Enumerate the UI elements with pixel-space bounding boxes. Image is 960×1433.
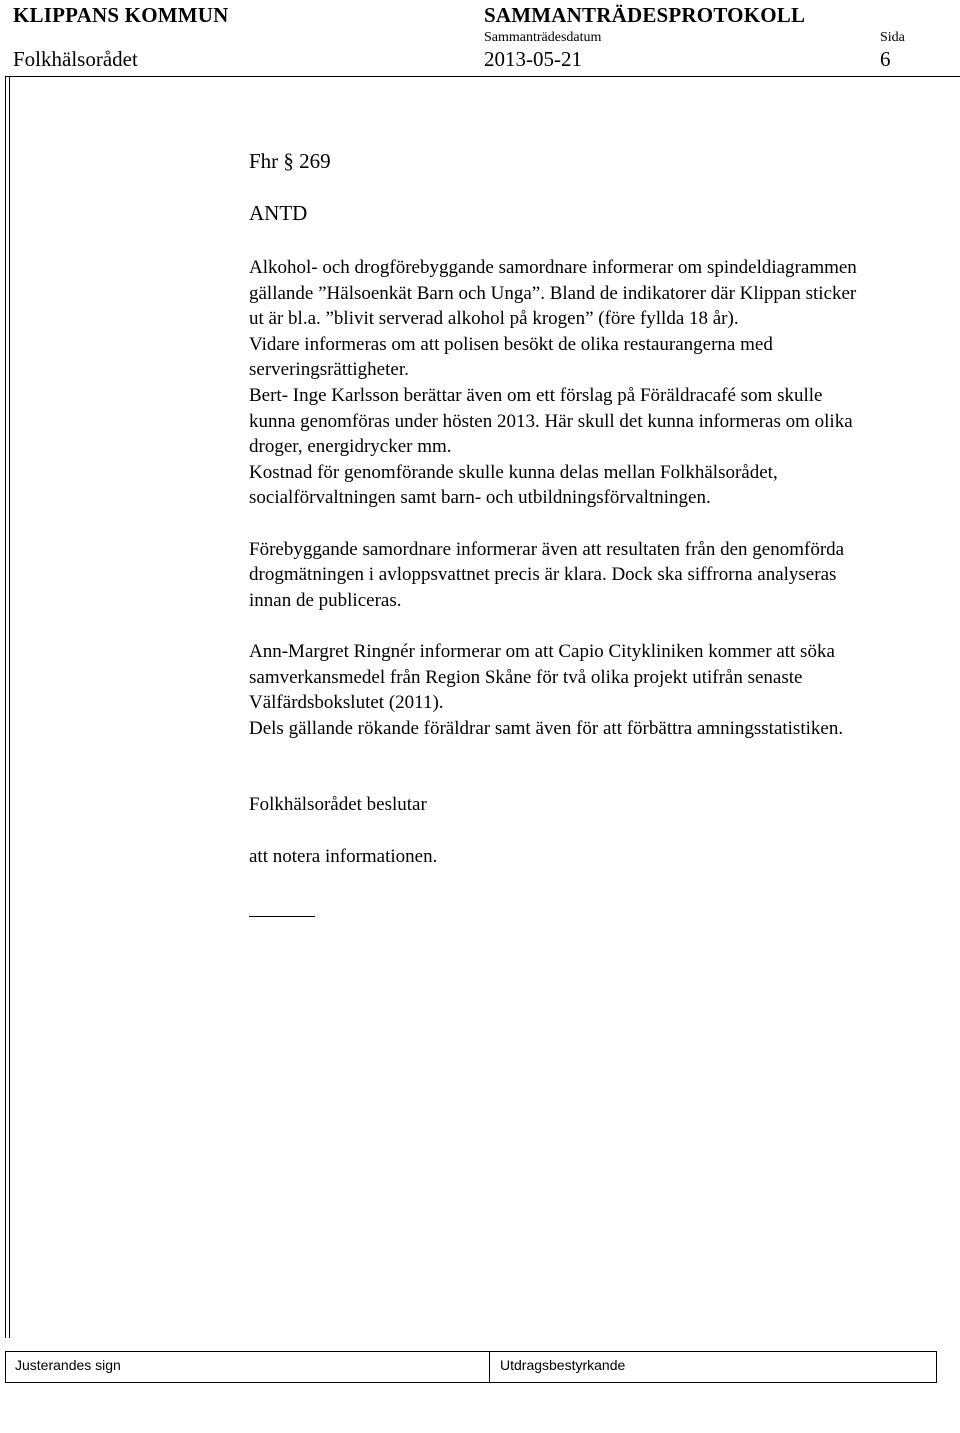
paragraph-gap xyxy=(249,818,959,844)
header-divider xyxy=(5,76,960,77)
text-line: Välfärdsbokslutet (2011). xyxy=(249,692,444,714)
text-line: Ann-Margret Ringnér informerar om att Capio Citykliniken kommer att söka xyxy=(249,640,835,662)
text-line: innan de publiceras. xyxy=(249,589,402,611)
paragraph-reference: Fhr § 269 xyxy=(249,149,331,173)
text-line: serveringsrättigheter. xyxy=(249,359,409,381)
paragraph-gap xyxy=(249,511,959,537)
text-line: droger, energidrycker mm. xyxy=(249,436,452,458)
decision-heading: Folkhälsorådet beslutar xyxy=(249,794,427,816)
page-label: Sida xyxy=(880,30,905,45)
paragraph-subject: ANTD xyxy=(249,201,308,225)
committee-name: Folkhälsorådet xyxy=(13,47,138,71)
extract-certification-label: Utdragsbestyrkande xyxy=(500,1357,626,1373)
text-line: drogmätningen i avloppsvattnet precis är klara. Dock ska siffrorna analyseras xyxy=(249,564,837,586)
decision-text: att notera informationen. xyxy=(249,845,438,867)
signature-footer xyxy=(5,1351,937,1383)
end-rule xyxy=(249,916,315,917)
text-line: Förebyggande samordnare informerar även att resultaten från den genomförda xyxy=(249,538,845,560)
text-line: Dels gällande rökande föräldrar samt även för att förbättra amningsstatistiken. xyxy=(249,717,844,739)
text-line: gällande ”Hälsoenkät Barn och Unga”. Bland de indikatorer där Klippan sticker xyxy=(249,282,857,304)
text-line: Bert- Inge Karlsson berättar även om ett förslag på Föräldracafé som skulle xyxy=(249,384,823,406)
organization-name: KLIPPANS KOMMUN xyxy=(13,3,229,27)
page-number: 6 xyxy=(880,47,891,71)
text-line: Alkohol- och drogförebyggande samordnare informerar om spindeldiagrammen xyxy=(249,257,857,278)
meeting-date: 2013-05-21 xyxy=(484,47,582,71)
left-margin-line-inner xyxy=(9,76,10,1338)
paragraph-gap xyxy=(249,741,959,767)
text-line: socialförvaltningen samt barn- och utbildningsförvaltningen. xyxy=(249,487,711,509)
meeting-date-label: Sammanträdesdatum xyxy=(484,30,602,45)
text-line: kunna genomföras under hösten 2013. Här skull det kunna informeras om olika xyxy=(249,410,853,432)
left-margin-line xyxy=(5,76,6,1338)
paragraph-gap xyxy=(249,613,959,639)
text-line: Vidare informeras om att polisen besökt de olika restaurangerna med xyxy=(249,333,773,355)
minutes-body xyxy=(249,255,959,869)
document-type: SAMMANTRÄDESPROTOKOLL xyxy=(484,3,806,27)
signature-label: Justerandes sign xyxy=(15,1357,121,1373)
paragraph-gap xyxy=(249,767,959,793)
text-line: samverkansmedel från Region Skåne för två olika projekt utifrån senaste xyxy=(249,666,803,688)
text-line: ut är bl.a. ”blivit serverad alkohol på krogen” (före fyllda 18 år). xyxy=(249,308,739,330)
text-line: Kostnad för genomförande skulle kunna delas mellan Folkhälsorådet, xyxy=(249,461,778,483)
